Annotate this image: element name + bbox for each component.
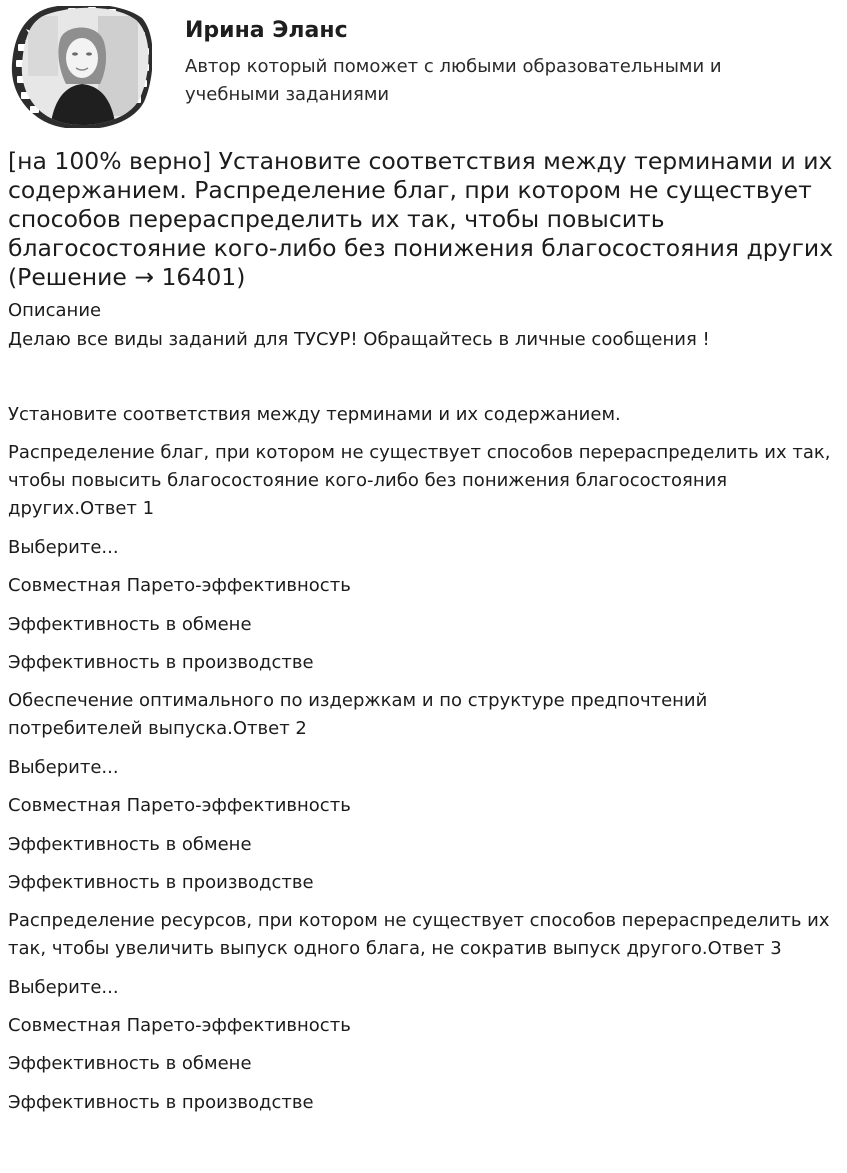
description-label: Описание [8, 300, 102, 321]
select-placeholder[interactable]: Выберите... [8, 756, 119, 778]
answer-option[interactable]: Эффективность в обмене [8, 833, 252, 855]
answer-option[interactable]: Эффективность в обмене [8, 613, 252, 635]
task-intro: Установите соответствия между терминами и их содержанием. [8, 404, 621, 425]
description-text: Делаю все виды заданий для ТУСУР! Обращайтесь в личные сообщения ! [8, 329, 710, 350]
answer-option[interactable]: Совместная Парето-эффективность [8, 795, 351, 817]
author-name[interactable]: Ирина Эланс [185, 18, 348, 43]
answer-option[interactable]: Эффективность в производстве [8, 1091, 314, 1113]
author-card [8, 6, 838, 128]
author-tagline: Автор который поможет с любыми образовательными и учебными заданиями [185, 56, 722, 105]
answer-option[interactable]: Совместная Парето-эффективность [8, 1015, 351, 1037]
task-body [8, 401, 840, 1117]
question-text: Распределение ресурсов, при котором не существует способов перераспределить их так, чтобы увеличить выпуск одного блага, не сократив выпуск другого.Ответ 3 [8, 910, 830, 960]
answer-option[interactable]: Эффективность в производстве [8, 871, 314, 893]
question-text: Обеспечение оптимального по издержкам и по структуре предпочтений потребителей выпуска.Ответ 2 [8, 690, 708, 740]
question-text: Распределение благ, при котором не существует способов перераспределить их так, чтобы повысить благосостояние кого-либо без понижения благосостояния других.Ответ 1 [8, 442, 831, 520]
answer-option[interactable]: Эффективность в обмене [8, 1053, 252, 1075]
task-content [8, 147, 840, 1127]
select-placeholder[interactable]: Выберите... [8, 976, 119, 998]
task-title: [на 100% верно] Установите соответствия между терминами и их содержанием. Распределение благ, при котором не существует способов перераспределить их так, чтобы повысить благосостояние кого-либо без понижения благосостояния других (Решение → 16401) [8, 147, 834, 291]
select-placeholder[interactable]: Выберите... [8, 536, 119, 558]
answer-option[interactable]: Совместная Парето-эффективность [8, 575, 351, 597]
answer-option[interactable]: Эффективность в производстве [8, 651, 314, 673]
author-avatar[interactable] [8, 6, 152, 128]
